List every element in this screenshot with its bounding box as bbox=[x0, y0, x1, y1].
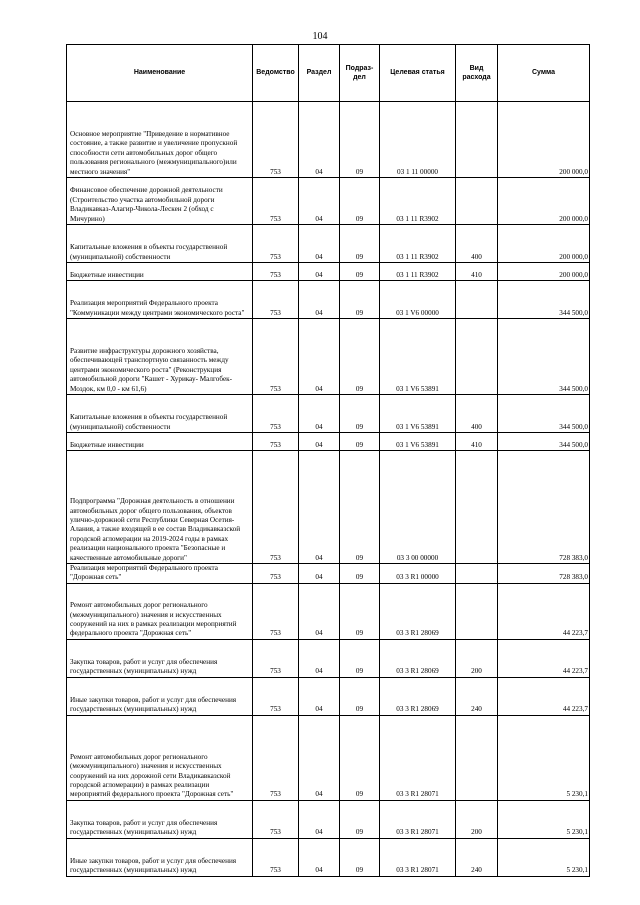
cell-cel: 03 3 R1 28069 bbox=[380, 677, 456, 715]
table-row bbox=[67, 564, 590, 584]
cell-name: Иные закупки товаров, работ и услуг для обеспечения государственных (муниципальных) нужд bbox=[67, 838, 253, 876]
cell-podr: 09 bbox=[340, 178, 380, 225]
cell-razd: 04 bbox=[299, 564, 340, 584]
cell-name: Реализация мероприятий Федерального проекта "Коммуникации между центрами экономического роста" bbox=[67, 281, 253, 319]
cell-vid: 410 bbox=[456, 263, 498, 281]
cell-ved: 753 bbox=[253, 281, 299, 319]
cell-sum: 44 223,7 bbox=[498, 677, 590, 715]
cell-razd: 04 bbox=[299, 838, 340, 876]
table-header-row bbox=[67, 45, 590, 102]
header-ved: Ведомство bbox=[253, 45, 299, 102]
cell-razd: 04 bbox=[299, 281, 340, 319]
cell-ved: 753 bbox=[253, 263, 299, 281]
cell-name: Бюджетные инвестиции bbox=[67, 263, 253, 281]
cell-vid bbox=[456, 564, 498, 584]
cell-podr: 09 bbox=[340, 281, 380, 319]
cell-cel: 03 3 R1 28071 bbox=[380, 838, 456, 876]
budget-table bbox=[66, 44, 590, 877]
cell-podr: 09 bbox=[340, 715, 380, 800]
cell-cel: 03 3 R1 00000 bbox=[380, 564, 456, 584]
cell-ved: 753 bbox=[253, 639, 299, 677]
cell-podr: 09 bbox=[340, 838, 380, 876]
cell-sum: 5 230,1 bbox=[498, 838, 590, 876]
cell-name: Подпрограмма "Дорожная деятельность в отношении автомобильных дорог общего пользования, объектов улично-дорожной сети Республики Северная Осетия-Алания, а также входящей в ее состав Владикавказской городской агломерации на 2019-2024 годы в рамках реализации национального проекта "Безопасные и качественные автомобильные дороги" bbox=[67, 451, 253, 564]
cell-podr: 09 bbox=[340, 319, 380, 395]
cell-razd: 04 bbox=[299, 433, 340, 451]
cell-cel: 03 3 00 00000 bbox=[380, 451, 456, 564]
table-body bbox=[67, 102, 590, 877]
table-row bbox=[67, 715, 590, 800]
header-podr: Подраз- дел bbox=[340, 45, 380, 102]
table-row bbox=[67, 178, 590, 225]
table-row bbox=[67, 319, 590, 395]
cell-name: Финансовое обеспечение дорожной деятельности (Строительство участка автомобильной дороги Владикавказ-Алагир-Чикола-Лескен 2 (обход с Мичурино) bbox=[67, 178, 253, 225]
cell-ved: 753 bbox=[253, 583, 299, 639]
cell-name: Закупка товаров, работ и услуг для обеспечения государственных (муниципальных) нужд bbox=[67, 800, 253, 838]
cell-vid bbox=[456, 583, 498, 639]
cell-vid bbox=[456, 281, 498, 319]
cell-name: Капитальные вложения в объекты государственной (муниципальной) собственности bbox=[67, 225, 253, 263]
cell-sum: 344 500,0 bbox=[498, 433, 590, 451]
cell-vid bbox=[456, 715, 498, 800]
table-row bbox=[67, 838, 590, 876]
cell-sum: 44 223,7 bbox=[498, 583, 590, 639]
table-row bbox=[67, 451, 590, 564]
cell-cel: 03 1 11 00000 bbox=[380, 102, 456, 178]
cell-cel: 03 3 R1 28071 bbox=[380, 715, 456, 800]
cell-sum: 5 230,1 bbox=[498, 800, 590, 838]
table-row bbox=[67, 639, 590, 677]
cell-ved: 753 bbox=[253, 433, 299, 451]
cell-name: Иные закупки товаров, работ и услуг для обеспечения государственных (муниципальных) нужд bbox=[67, 677, 253, 715]
cell-vid bbox=[456, 102, 498, 178]
cell-ved: 753 bbox=[253, 715, 299, 800]
cell-razd: 04 bbox=[299, 395, 340, 433]
header-sum: Сумма bbox=[498, 45, 590, 102]
cell-podr: 09 bbox=[340, 263, 380, 281]
cell-razd: 04 bbox=[299, 102, 340, 178]
cell-ved: 753 bbox=[253, 838, 299, 876]
cell-razd: 04 bbox=[299, 715, 340, 800]
cell-vid: 400 bbox=[456, 225, 498, 263]
cell-vid: 400 bbox=[456, 395, 498, 433]
cell-cel: 03 1 11 R3902 bbox=[380, 263, 456, 281]
table-row bbox=[67, 263, 590, 281]
cell-name: Развитие инфраструктуры дорожного хозяйства, обеспечивающей транспортную связанность между центрами экономического роста" (Реконструкция автомобильной дороги "Кашет - Хурикау- Малгобек-Моздок, км 0,0 - км 61,6) bbox=[67, 319, 253, 395]
cell-podr: 09 bbox=[340, 800, 380, 838]
cell-sum: 5 230,1 bbox=[498, 715, 590, 800]
cell-vid: 410 bbox=[456, 433, 498, 451]
cell-ved: 753 bbox=[253, 564, 299, 584]
cell-vid bbox=[456, 451, 498, 564]
cell-razd: 04 bbox=[299, 263, 340, 281]
cell-podr: 09 bbox=[340, 677, 380, 715]
header-cel: Целевая статья bbox=[380, 45, 456, 102]
cell-razd: 04 bbox=[299, 178, 340, 225]
cell-name: Реализация мероприятий Федерального проекта "Дорожная сеть" bbox=[67, 564, 253, 584]
cell-ved: 753 bbox=[253, 800, 299, 838]
cell-podr: 09 bbox=[340, 583, 380, 639]
header-vid: Вид расхода bbox=[456, 45, 498, 102]
cell-sum: 728 383,0 bbox=[498, 451, 590, 564]
cell-ved: 753 bbox=[253, 319, 299, 395]
cell-vid bbox=[456, 178, 498, 225]
cell-name: Основное мероприятие "Приведение в нормативное состояние, а также развитие и увеличение пропускной способности сети автомобильных дорог общего пользования регионального (межмуниципального)или местного значения" bbox=[67, 102, 253, 178]
table-row bbox=[67, 225, 590, 263]
cell-name: Ремонт автомобильных дорог регионального (межмуниципального) значения и искусственных сооружений на них в рамках реализации мероприятий федерального проекта "Дорожная сеть" bbox=[67, 583, 253, 639]
cell-podr: 09 bbox=[340, 564, 380, 584]
cell-cel: 03 1 V6 53891 bbox=[380, 395, 456, 433]
page-number: 104 bbox=[312, 31, 328, 42]
cell-razd: 04 bbox=[299, 639, 340, 677]
cell-ved: 753 bbox=[253, 395, 299, 433]
table-row bbox=[67, 677, 590, 715]
header-razd: Раздел bbox=[299, 45, 340, 102]
cell-ved: 753 bbox=[253, 225, 299, 263]
cell-podr: 09 bbox=[340, 225, 380, 263]
cell-cel: 03 3 R1 28071 bbox=[380, 800, 456, 838]
cell-razd: 04 bbox=[299, 800, 340, 838]
header-name: Наименование bbox=[67, 45, 253, 102]
cell-sum: 44 223,7 bbox=[498, 639, 590, 677]
cell-sum: 200 000,0 bbox=[498, 102, 590, 178]
cell-sum: 344 500,0 bbox=[498, 281, 590, 319]
cell-cel: 03 1 V6 00000 bbox=[380, 281, 456, 319]
cell-razd: 04 bbox=[299, 225, 340, 263]
cell-sum: 200 000,0 bbox=[498, 225, 590, 263]
cell-vid: 200 bbox=[456, 800, 498, 838]
table-row bbox=[67, 583, 590, 639]
cell-podr: 09 bbox=[340, 102, 380, 178]
cell-ved: 753 bbox=[253, 178, 299, 225]
cell-ved: 753 bbox=[253, 102, 299, 178]
cell-sum: 200 000,0 bbox=[498, 263, 590, 281]
table-row bbox=[67, 281, 590, 319]
cell-vid: 200 bbox=[456, 639, 498, 677]
cell-cel: 03 1 11 R3902 bbox=[380, 225, 456, 263]
cell-sum: 344 500,0 bbox=[498, 395, 590, 433]
cell-sum: 200 000,0 bbox=[498, 178, 590, 225]
cell-podr: 09 bbox=[340, 451, 380, 564]
cell-name: Бюджетные инвестиции bbox=[67, 433, 253, 451]
cell-vid: 240 bbox=[456, 677, 498, 715]
cell-cel: 03 3 R1 28069 bbox=[380, 639, 456, 677]
cell-razd: 04 bbox=[299, 319, 340, 395]
cell-razd: 04 bbox=[299, 451, 340, 564]
cell-podr: 09 bbox=[340, 639, 380, 677]
cell-podr: 09 bbox=[340, 395, 380, 433]
cell-name: Ремонт автомобильных дорог регионального (межмуниципального) значения и искусственных сооружений на них дорожной сети Владикавказской городской агломерации) в рамках реализации мероприятий федерального проекта "Дорожная сеть" bbox=[67, 715, 253, 800]
cell-ved: 753 bbox=[253, 677, 299, 715]
table-row bbox=[67, 395, 590, 433]
cell-cel: 03 3 R1 28069 bbox=[380, 583, 456, 639]
cell-cel: 03 1 V6 53891 bbox=[380, 433, 456, 451]
cell-sum: 728 383,0 bbox=[498, 564, 590, 584]
table-row bbox=[67, 800, 590, 838]
cell-razd: 04 bbox=[299, 583, 340, 639]
cell-ved: 753 bbox=[253, 451, 299, 564]
table-row bbox=[67, 433, 590, 451]
table-row bbox=[67, 102, 590, 178]
cell-cel: 03 1 11 R3902 bbox=[380, 178, 456, 225]
cell-vid bbox=[456, 319, 498, 395]
cell-cel: 03 1 V6 53891 bbox=[380, 319, 456, 395]
cell-vid: 240 bbox=[456, 838, 498, 876]
cell-podr: 09 bbox=[340, 433, 380, 451]
cell-razd: 04 bbox=[299, 677, 340, 715]
cell-name: Закупка товаров, работ и услуг для обеспечения государственных (муниципальных) нужд bbox=[67, 639, 253, 677]
cell-name: Капитальные вложения в объекты государственной (муниципальной) собственности bbox=[67, 395, 253, 433]
cell-sum: 344 500,0 bbox=[498, 319, 590, 395]
